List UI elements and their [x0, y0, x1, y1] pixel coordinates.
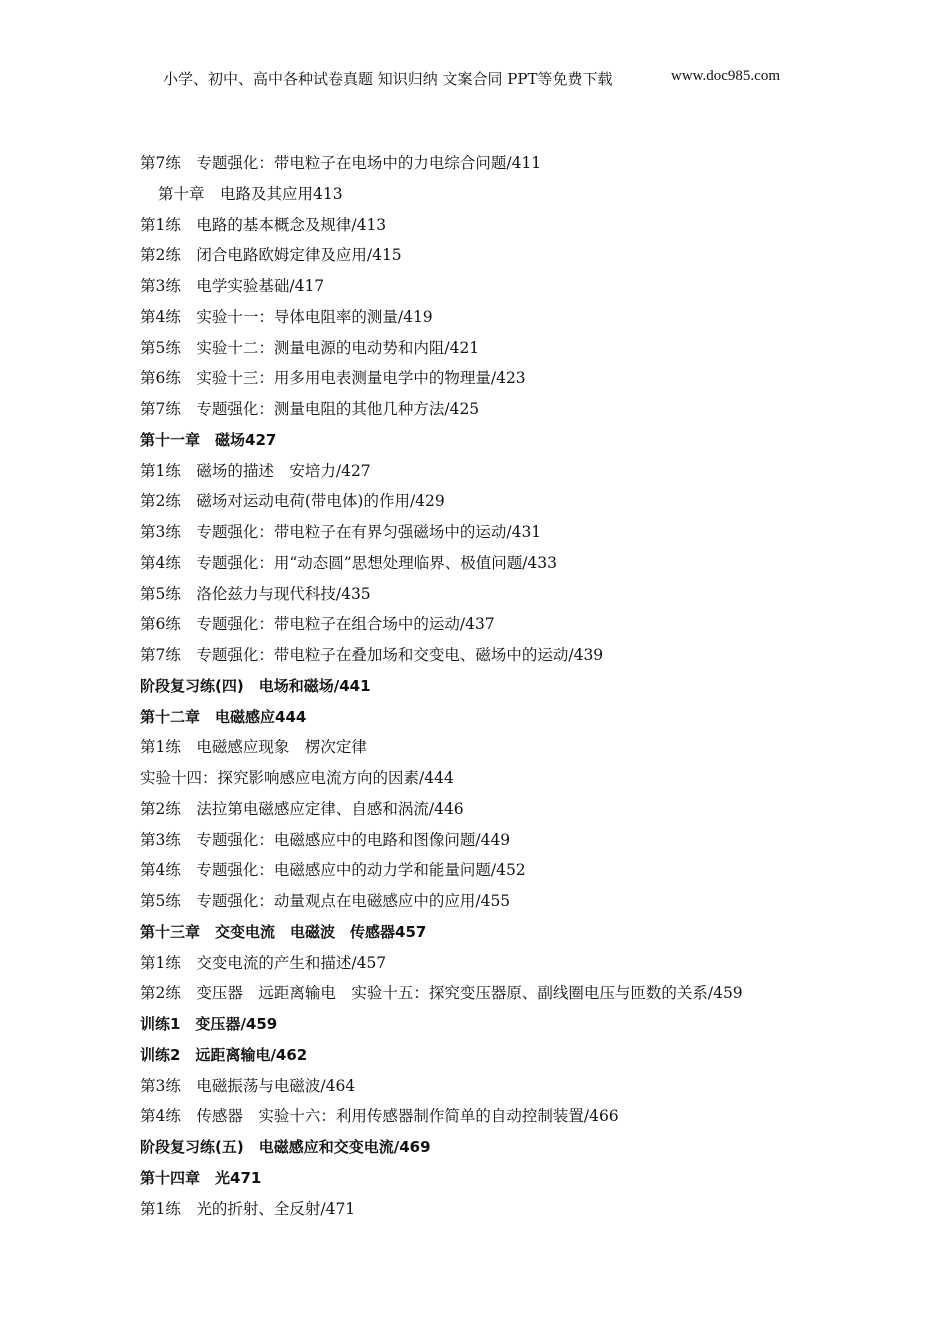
toc-entry: 第3练 专题强化：带电粒子在有界匀强磁场中的运动/431 — [140, 523, 542, 541]
toc-entry: 第6练 实验十三：用多用电表测量电学中的物理量/423 — [140, 369, 526, 388]
toc-entry: 第4练 专题强化：用“动态圆”思想处理临界、极值问题/433 — [140, 553, 558, 572]
toc-entry: 第3练 电学实验基础/417 — [140, 277, 325, 295]
toc-entry: 第5练 专题强化：动量观点在电磁感应中的应用/455 — [140, 892, 511, 910]
toc-chapter-heading: 第十四章 光471 — [140, 1168, 262, 1187]
toc-entry: 第3练 电磁振荡与电磁波/464 — [140, 1076, 356, 1095]
toc-entry: 第7练 专题强化：带电粒子在电场中的力电综合问题/411 — [140, 154, 542, 172]
toc-entry: 第2练 法拉第电磁感应定律、自感和涡流/446 — [140, 799, 464, 818]
toc-entry: 第4练 专题强化：电磁感应中的动力学和能量问题/452 — [140, 861, 526, 880]
table-of-contents — [140, 148, 840, 1224]
toc-entry: 第7练 专题强化：测量电阻的其他几种方法/425 — [140, 400, 480, 418]
page-header — [0, 68, 950, 92]
toc-training-heading: 训练2 远距离输电/462 — [140, 1045, 308, 1064]
toc-entry: 第6练 专题强化：带电粒子在组合场中的运动/437 — [140, 615, 495, 634]
toc-entry: 第5练 洛伦兹力与现代科技/435 — [140, 584, 371, 603]
toc-chapter-heading: 第十一章 磁场427 — [140, 430, 277, 449]
header-website-link[interactable]: www.doc985.com — [671, 68, 781, 84]
toc-entry: 第4练 传感器 实验十六：利用传感器制作简单的自动控制装置/466 — [140, 1107, 619, 1126]
toc-chapter-heading: 第十章 电路及其应用413 — [158, 184, 343, 203]
toc-entry: 实验十四：探究影响感应电流方向的因素/444 — [140, 769, 454, 787]
toc-review-heading: 阶段复习练(四) 电场和磁场/441 — [140, 676, 371, 695]
toc-review-heading: 阶段复习练(五) 电磁感应和交变电流/469 — [140, 1138, 431, 1156]
toc-entry: 第1练 交变电流的产生和描述/457 — [140, 953, 387, 972]
toc-entry: 第1练 电磁感应现象 楞次定律 — [140, 738, 367, 757]
toc-entry: 第2练 磁场对运动电荷(带电体)的作用/429 — [140, 492, 445, 511]
toc-entry: 第1练 光的折射、全反射/471 — [140, 1199, 356, 1218]
header-tagline: 小学、初中、高中各种试卷真题 知识归纳 文案合同 PPT等免费下载 — [163, 70, 613, 88]
toc-entry: 第5练 实验十二：测量电源的电动势和内阻/421 — [140, 338, 480, 357]
toc-entry: 第1练 电路的基本概念及规律/413 — [140, 215, 387, 234]
toc-entry: 第3练 专题强化：电磁感应中的电路和图像问题/449 — [140, 830, 511, 849]
toc-training-heading: 训练1 变压器/459 — [140, 1015, 278, 1033]
toc-chapter-heading: 第十三章 交变电流 电磁波 传感器457 — [140, 922, 427, 941]
toc-entry: 第4练 实验十一：导体电阻率的测量/419 — [140, 307, 433, 326]
toc-entry: 第2练 变压器 远距离输电 实验十五：探究变压器原、副线圈电压与匝数的关系/459 — [140, 984, 743, 1003]
toc-entry: 第1练 磁场的描述 安培力/427 — [140, 461, 371, 480]
toc-chapter-heading: 第十二章 电磁感应444 — [140, 707, 307, 726]
toc-entry: 第7练 专题强化：带电粒子在叠加场和交变电、磁场中的运动/439 — [140, 646, 604, 664]
toc-entry: 第2练 闭合电路欧姆定律及应用/415 — [140, 246, 402, 265]
